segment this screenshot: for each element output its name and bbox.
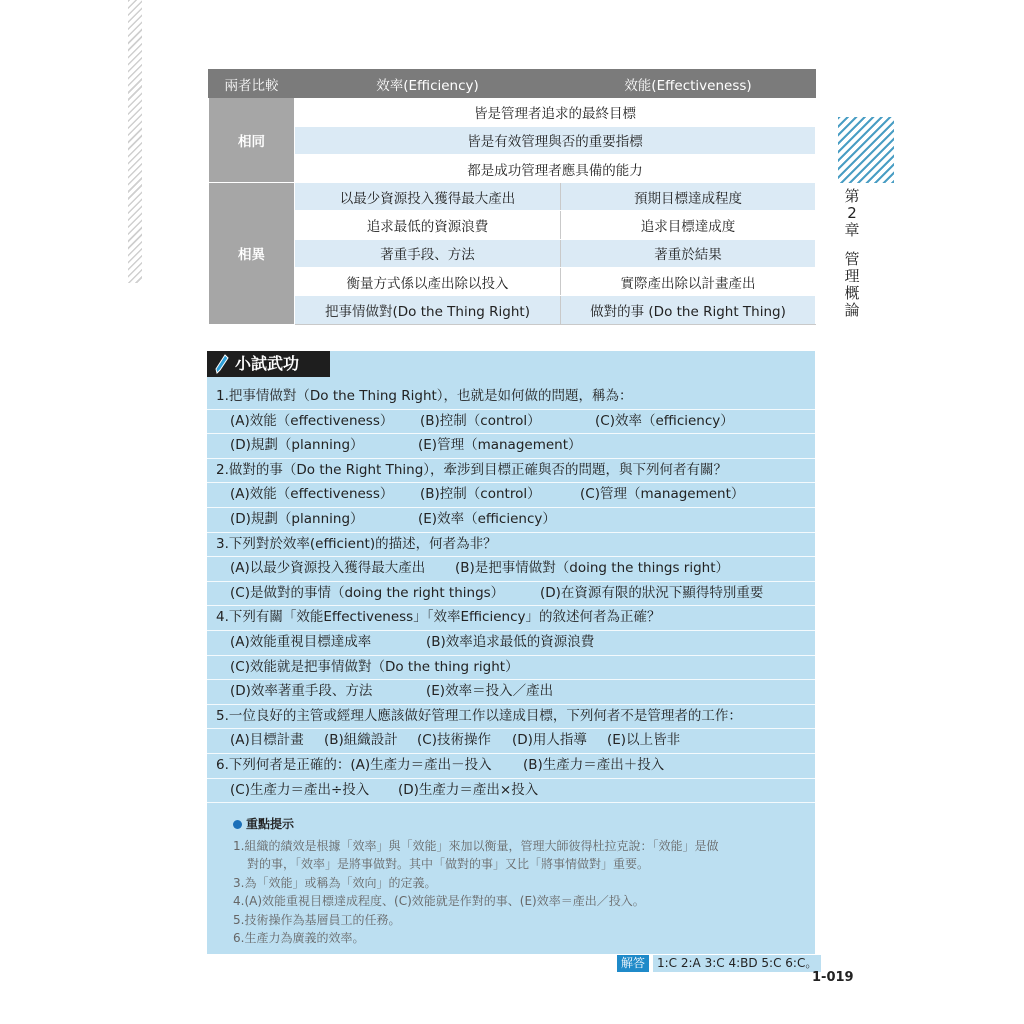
option: (D)用人指導	[512, 732, 587, 749]
question-text: 1.把事情做對（Do the Thing Right），也就是如何做的問題，稱為：	[216, 388, 633, 404]
option: (A)效能（effectiveness）	[230, 486, 394, 503]
option: (E)效率（efficiency）	[418, 510, 556, 527]
option: (D)規劃（planning）	[230, 510, 364, 527]
table-cell: 皆是有效管理與否的重要指標	[295, 126, 816, 154]
question-text: 3.下列對於效率(efficient)的描述，何者為非？	[216, 535, 497, 552]
option: (C)生產力＝產出÷投入	[230, 781, 370, 798]
key-points	[233, 815, 808, 948]
option-row	[207, 729, 815, 754]
question-text: 4.下列有關「效能Effectiveness」「效率Efficiency」的敘述何者為正確？	[216, 609, 661, 626]
option: (B)是把事情做對（doing the things right）	[455, 560, 730, 577]
quiz-questions	[207, 385, 815, 803]
question-row	[207, 385, 815, 410]
decorative-hatch-chapter	[838, 117, 894, 183]
chapter-char: 2	[847, 204, 857, 222]
question-row	[207, 533, 815, 558]
table-cell: 追求最低的資源浪費	[295, 211, 561, 239]
tip-line: 5.技術操作為基層員工的任務。	[233, 912, 401, 927]
table-cell: 皆是管理者追求的最終目標	[295, 98, 816, 126]
tip-line: 3.為「效能」或稱為「效向」的定義。	[233, 875, 437, 890]
page-number: 1-019	[812, 970, 854, 985]
option-row	[207, 779, 815, 804]
option: (B)控制（control）	[420, 412, 541, 429]
option: (C)效能就是把事情做對（Do the thing right）	[230, 658, 519, 675]
question-text: 5.一位良好的主管或經理人應該做好管理工作以達成目標，下列何者不是管理者的工作：	[216, 707, 742, 724]
option: (D)效率著重手段、方法	[230, 683, 373, 700]
table-header: 效率(Efficiency)	[295, 70, 561, 98]
table-cell: 著重手段、方法	[295, 239, 561, 267]
option: (E)效率＝投入／產出	[426, 683, 554, 700]
table-cell: 衡量方式係以產出除以投入	[295, 268, 561, 296]
chapter-char: 第	[844, 187, 860, 205]
tip-line: 6.生產力為廣義的效率。	[233, 931, 365, 945]
option: (A)效能（effectiveness）	[230, 412, 394, 429]
table-header: 效能(Effectiveness)	[561, 70, 816, 98]
question-row	[207, 606, 815, 631]
option: (C)技術操作	[417, 732, 491, 749]
option: (D)在資源有限的狀況下顯得特別重要	[540, 584, 764, 601]
row-group-label: 相異	[209, 183, 295, 324]
option: (B)效率追求最低的資源浪費	[426, 633, 595, 650]
table-cell: 都是成功管理者應具備的能力	[295, 154, 816, 182]
table-cell: 著重於結果	[561, 239, 816, 267]
option-row	[207, 483, 815, 508]
table-cell: 實際產出除以計畫產出	[561, 268, 816, 296]
option: (E)管理（management）	[418, 437, 582, 454]
table-cell: 追求目標達成度	[561, 211, 816, 239]
chapter-char: 章	[844, 221, 860, 239]
option-row	[207, 582, 815, 607]
table-cell: 預期目標達成程度	[561, 183, 816, 211]
pen-icon	[215, 354, 229, 374]
key-points-title: 重點提示	[246, 817, 295, 831]
chapter-title-char: 論	[844, 301, 860, 319]
question-row	[207, 705, 815, 730]
option: (A)以最少資源投入獲得最大產出	[230, 560, 426, 577]
chapter-title-char: 理	[844, 267, 860, 285]
answer-values: 1:C 2:A 3:C 4:BD 5:C 6:C。	[653, 955, 821, 972]
chapter-side-label	[840, 188, 864, 319]
option-row	[207, 410, 815, 435]
option: (B)組織設計	[324, 732, 398, 749]
tip-line: 對的事，「效率」是將事做對。其中「做對的事」又比「將事情做對」重要。	[247, 857, 650, 871]
chapter-title-char: 概	[844, 284, 860, 302]
option: (A)目標計畫	[230, 732, 304, 749]
option: (B)控制（control）	[420, 486, 541, 503]
option-row	[207, 557, 815, 582]
option-row	[207, 508, 815, 533]
question-text: 6.下列何者是正確的：(A)生產力＝產出－投入	[216, 756, 492, 773]
table-cell: 做對的事 (Do the Right Thing)	[561, 296, 816, 324]
key-points-heading	[233, 815, 808, 834]
tip-line: 4.(A)效能重視目標達成程度、(C)效能就是作對的事、(E)效率＝產出／投入。	[233, 894, 645, 908]
option: (B)生產力＝產出＋投入	[523, 756, 665, 773]
row-group-label: 相同	[209, 98, 295, 183]
option: (C)效率（efficiency）	[595, 412, 734, 429]
question-row	[207, 754, 815, 779]
comparison-table	[208, 69, 816, 325]
option: (D)生產力＝產出×投入	[398, 781, 539, 798]
option-row	[207, 680, 815, 705]
option: (E)以上皆非	[607, 732, 681, 749]
decorative-hatch-left	[128, 0, 142, 283]
table-cell: 把事情做對(Do the Thing Right)	[295, 296, 561, 324]
bullet-icon	[233, 820, 242, 829]
table-cell: 以最少資源投入獲得最大產出	[295, 183, 561, 211]
tip-line: 1.組織的績效是根據「效率」與「效能」來加以衡量，管理大師彼得杜拉克說：「效能」是做	[233, 838, 719, 853]
option: (A)效能重視目標達成率	[230, 633, 372, 650]
chapter-title-char: 管	[844, 250, 860, 268]
option: (C)是做對的事情（doing the right things）	[230, 584, 505, 601]
option-row	[207, 434, 815, 459]
question-row	[207, 459, 815, 484]
answer-label: 解答	[617, 955, 649, 972]
option: (D)規劃（planning）	[230, 437, 364, 454]
quiz-title-banner	[207, 351, 330, 377]
option: (C)管理（management）	[580, 486, 745, 503]
quiz-title: 小試武功	[235, 354, 300, 373]
question-text: 2.做對的事（Do the Right Thing），牽涉到目標正確與否的問題，與下列何者有關？	[216, 461, 728, 478]
table-header: 兩者比較	[209, 70, 295, 98]
option-row	[207, 631, 815, 656]
option-row	[207, 656, 815, 681]
